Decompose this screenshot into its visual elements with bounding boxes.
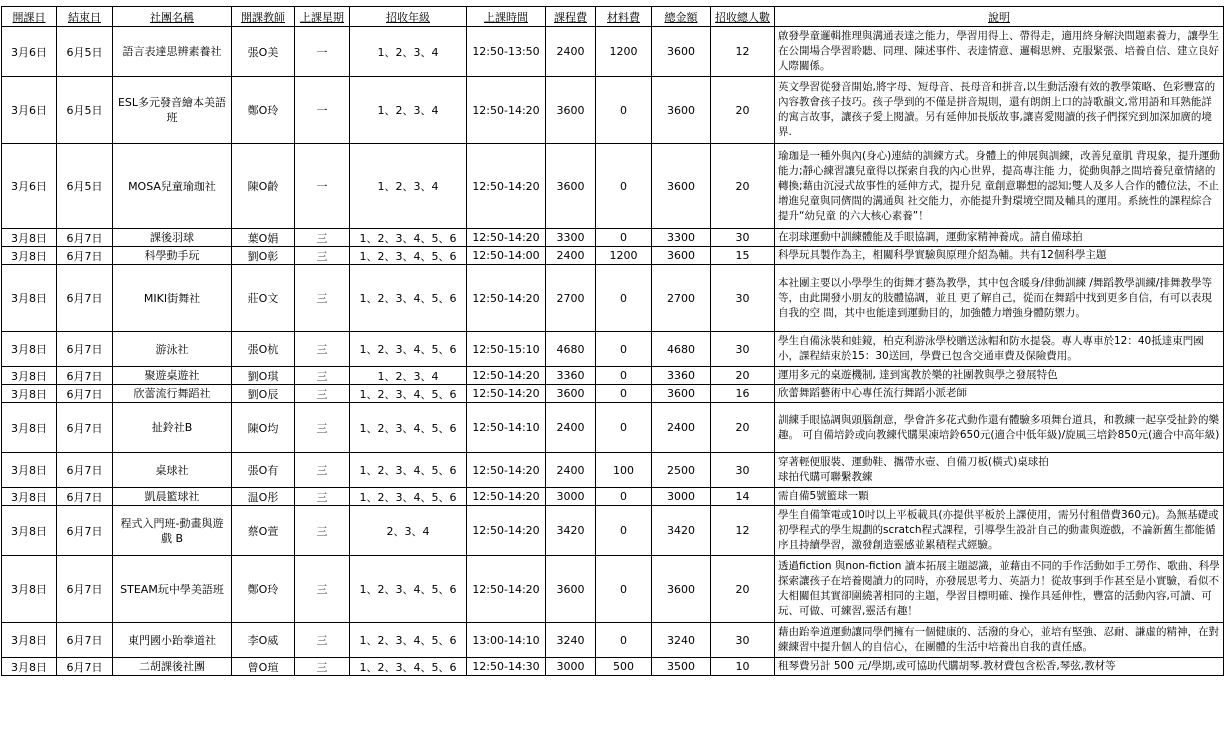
description-cell: 欣蕾舞蹈藝術中心專任流行舞蹈小派老師 <box>775 385 1224 403</box>
club-name-cell: 凱晨籃球社 <box>113 488 232 506</box>
club-name-cell: 扯鈴社B <box>113 403 232 453</box>
header-start-date: 開課日 <box>2 7 57 27</box>
start-date-cell: 3月8日 <box>2 385 57 403</box>
end-date-cell: 6月7日 <box>57 556 113 623</box>
weekday-cell: 三 <box>295 506 350 556</box>
weekday-cell: 三 <box>295 488 350 506</box>
end-date-cell: 6月7日 <box>57 488 113 506</box>
course-fee-cell: 3600 <box>546 385 596 403</box>
count-cell: 20 <box>711 556 775 623</box>
club-name-cell: 聚遊桌遊社 <box>113 367 232 385</box>
total-cell: 3500 <box>652 658 711 676</box>
header-end-date: 結束日 <box>57 7 113 27</box>
grades-cell: 1、2、3、4 <box>350 77 467 144</box>
start-date-cell: 3月8日 <box>2 556 57 623</box>
end-date-cell: 6月7日 <box>57 403 113 453</box>
weekday-cell: 三 <box>295 658 350 676</box>
header-total: 總金額 <box>652 7 711 27</box>
table-row <box>2 332 1224 367</box>
count-cell: 30 <box>711 623 775 658</box>
time-cell: 12:50-14:20 <box>467 506 546 556</box>
teacher-cell: 葉O娟 <box>232 229 295 247</box>
total-cell: 2700 <box>652 265 711 332</box>
weekday-cell: 三 <box>295 556 350 623</box>
start-date-cell: 3月6日 <box>2 77 57 144</box>
end-date-cell: 6月7日 <box>57 229 113 247</box>
time-cell: 13:00-14:10 <box>467 623 546 658</box>
material-fee-cell: 0 <box>596 77 652 144</box>
header-course-fee: 課程費 <box>546 7 596 27</box>
weekday-cell: 三 <box>295 367 350 385</box>
teacher-cell: 鄭O玲 <box>232 77 295 144</box>
material-fee-cell: 0 <box>596 506 652 556</box>
table-row <box>2 265 1224 332</box>
description-cell: 透過fiction 與non-fiction 讀本拓展主題認識，並藉由不同的手作活動如手工勞作、歌曲、科學探索讓孩子在培養閱讀力的同時，亦發展思考力、英語力！從故事到手作甚至是小實驗，看似不大相關但其實卻圍繞著相同的主題，學習目標明確、操作具延伸性，豐富的活動內容,可讀、可玩、可做、可練習,靈活有趣！ <box>775 556 1224 623</box>
grades-cell: 1、2、3、4、5、6 <box>350 332 467 367</box>
header-count: 招收總人數 <box>711 7 775 27</box>
total-cell: 3600 <box>652 556 711 623</box>
grades-cell: 1、2、3、4、5、6 <box>350 403 467 453</box>
teacher-cell: 張O杭 <box>232 332 295 367</box>
start-date-cell: 3月8日 <box>2 453 57 488</box>
table-row <box>2 77 1224 144</box>
end-date-cell: 6月7日 <box>57 658 113 676</box>
start-date-cell: 3月8日 <box>2 506 57 556</box>
table-row <box>2 367 1224 385</box>
count-cell: 30 <box>711 229 775 247</box>
course-fee-cell: 3300 <box>546 229 596 247</box>
club-schedule-table <box>1 6 1224 676</box>
weekday-cell: 一 <box>295 144 350 229</box>
course-fee-cell: 2400 <box>546 247 596 265</box>
material-fee-cell: 0 <box>596 488 652 506</box>
grades-cell: 1、2、3、4、5、6 <box>350 623 467 658</box>
weekday-cell: 三 <box>295 265 350 332</box>
teacher-cell: 陳O均 <box>232 403 295 453</box>
description-cell: 科學玩具製作為主，相關科學實驗與原理介紹為輔。共有12個科學主題 <box>775 247 1224 265</box>
material-fee-cell: 0 <box>596 229 652 247</box>
table-row <box>2 247 1224 265</box>
header-teacher: 開課教師 <box>232 7 295 27</box>
weekday-cell: 三 <box>295 623 350 658</box>
header-material-fee: 材料費 <box>596 7 652 27</box>
course-fee-cell: 3600 <box>546 556 596 623</box>
count-cell: 20 <box>711 144 775 229</box>
club-name-cell: 游泳社 <box>113 332 232 367</box>
club-name-cell: MIKI街舞社 <box>113 265 232 332</box>
teacher-cell: 劉O彰 <box>232 247 295 265</box>
total-cell: 3600 <box>652 247 711 265</box>
start-date-cell: 3月8日 <box>2 332 57 367</box>
end-date-cell: 6月7日 <box>57 385 113 403</box>
start-date-cell: 3月8日 <box>2 488 57 506</box>
course-fee-cell: 3600 <box>546 144 596 229</box>
course-fee-cell: 3240 <box>546 623 596 658</box>
description-cell: 在羽球運動中訓練體能及手眼協調，運動家精神養成。請自備球拍 <box>775 229 1224 247</box>
teacher-cell: 蔡O萱 <box>232 506 295 556</box>
end-date-cell: 6月5日 <box>57 27 113 77</box>
grades-cell: 1、2、3、4 <box>350 367 467 385</box>
description-cell: 瑜珈是一種外與內(身心)連結的訓練方式。身體上的伸展與訓練，改善兒童肌 背現象，提升運動能力;靜心練習讓兒童得以探索自我的內心世界，提高專注能 力，從動與靜之間培養兒童情緒的轉換;藉由沉浸式故事性的延伸方式，提升兒 童創意聯想的認知;雙人及多人合作的體位法，不止增進兒童與同儕間的溝通與 社交能力，亦能提升對環境空間及輔具的運用。系統性的課程綜合提升“幼兒童 的六大核心素養”！ <box>775 144 1224 229</box>
material-fee-cell: 0 <box>596 144 652 229</box>
total-cell: 2400 <box>652 403 711 453</box>
weekday-cell: 三 <box>295 403 350 453</box>
description-cell: 訓練手眼協調與頭腦創意，學會許多花式動作還有體驗多項舞台道具，和教練一起享受扯鈴的樂趣。 可自備培鈴或向教練代購果凍培鈴650元(適合中低年級)/旋風三培鈴850元(適合中高年級) <box>775 403 1224 453</box>
start-date-cell: 3月8日 <box>2 367 57 385</box>
description-cell: 學生自備泳裝和蛙鏡，柏克利游泳學校贈送泳帽和防水提袋。專人專車於12：40抵達東門國小，課程結束於15：30送回，學費已包含交通車費及保險費用。 <box>775 332 1224 367</box>
material-fee-cell: 500 <box>596 658 652 676</box>
description-cell: 本社團主要以小學學生的街舞才藝為教學，其中包含暖身/律動訓練 /舞蹈教學訓練/排舞教學等等，由此開發小朋友的肢體協調，並且 更了解自己，從而在舞蹈中找到更多自信，有可以表現自我的空 間，其中也能達到運動目的，加強體力增強身體防禦力。 <box>775 265 1224 332</box>
end-date-cell: 6月7日 <box>57 265 113 332</box>
count-cell: 30 <box>711 265 775 332</box>
count-cell: 15 <box>711 247 775 265</box>
time-cell: 12:50-14:20 <box>467 385 546 403</box>
description-cell: 藉由跆拳道運動讓同學們擁有一個健康的、活潑的身心，並培有堅強、忍耐、謙虛的精神，在對練練習中提升個人的自信心，在團體的生活中培養出自我的責任感。 <box>775 623 1224 658</box>
start-date-cell: 3月8日 <box>2 229 57 247</box>
total-cell: 3420 <box>652 506 711 556</box>
time-cell: 12:50-14:20 <box>467 77 546 144</box>
course-fee-cell: 3420 <box>546 506 596 556</box>
total-cell: 4680 <box>652 332 711 367</box>
total-cell: 2500 <box>652 453 711 488</box>
time-cell: 12:50-14:20 <box>467 229 546 247</box>
grades-cell: 1、2、3、4、5、6 <box>350 247 467 265</box>
table-row <box>2 453 1224 488</box>
grades-cell: 1、2、3、4、5、6 <box>350 265 467 332</box>
header-time: 上課時間 <box>467 7 546 27</box>
club-name-cell: 課後羽球 <box>113 229 232 247</box>
table-row <box>2 506 1224 556</box>
club-name-cell: 桌球社 <box>113 453 232 488</box>
material-fee-cell: 0 <box>596 385 652 403</box>
header-club-name: 社團名稱 <box>113 7 232 27</box>
club-name-cell: 東門國小跆拳道社 <box>113 623 232 658</box>
end-date-cell: 6月7日 <box>57 623 113 658</box>
start-date-cell: 3月6日 <box>2 27 57 77</box>
total-cell: 3600 <box>652 77 711 144</box>
end-date-cell: 6月7日 <box>57 453 113 488</box>
grades-cell: 1、2、3、4 <box>350 144 467 229</box>
material-fee-cell: 0 <box>596 403 652 453</box>
total-cell: 3360 <box>652 367 711 385</box>
weekday-cell: 一 <box>295 77 350 144</box>
header-row <box>2 7 1224 27</box>
count-cell: 14 <box>711 488 775 506</box>
course-fee-cell: 2400 <box>546 403 596 453</box>
weekday-cell: 三 <box>295 247 350 265</box>
count-cell: 10 <box>711 658 775 676</box>
total-cell: 3000 <box>652 488 711 506</box>
club-name-cell: 欣蕾流行舞蹈社 <box>113 385 232 403</box>
count-cell: 12 <box>711 27 775 77</box>
description-cell: 租琴費另計 500 元/學期,或可協助代購胡琴.教材費包含松香,琴弦,教材等 <box>775 658 1224 676</box>
header-description: 說明 <box>775 7 1224 27</box>
course-fee-cell: 2400 <box>546 453 596 488</box>
start-date-cell: 3月8日 <box>2 403 57 453</box>
time-cell: 12:50-14:20 <box>467 144 546 229</box>
header-grades: 招收年級 <box>350 7 467 27</box>
time-cell: 12:50-15:10 <box>467 332 546 367</box>
count-cell: 20 <box>711 403 775 453</box>
weekday-cell: 三 <box>295 332 350 367</box>
count-cell: 16 <box>711 385 775 403</box>
time-cell: 12:50-14:20 <box>467 488 546 506</box>
course-fee-cell: 3000 <box>546 658 596 676</box>
club-name-cell: 語言表達思辨素養社 <box>113 27 232 77</box>
teacher-cell: 張O美 <box>232 27 295 77</box>
description-cell: 學生自備筆電或10吋以上平板載具(亦提供平板於上課使用，需另付租借費360元)。為無基礎或初學程式的學生規劃的scratch程式課程，引導學生設計自己的動畫與遊戲，不論新舊生都能循序且持續學習，激發創造靈感並累積程式經驗。 <box>775 506 1224 556</box>
table-row <box>2 403 1224 453</box>
table-row <box>2 27 1224 77</box>
grades-cell: 1、2、3、4、5、6 <box>350 229 467 247</box>
table-row <box>2 385 1224 403</box>
total-cell: 3600 <box>652 144 711 229</box>
end-date-cell: 6月7日 <box>57 367 113 385</box>
time-cell: 12:50-14:10 <box>467 403 546 453</box>
grades-cell: 1、2、3、4、5、6 <box>350 658 467 676</box>
teacher-cell: 劉O琪 <box>232 367 295 385</box>
material-fee-cell: 0 <box>596 367 652 385</box>
total-cell: 3600 <box>652 385 711 403</box>
club-name-cell: 程式入門班-動畫與遊戲 B <box>113 506 232 556</box>
table-row <box>2 229 1224 247</box>
end-date-cell: 6月7日 <box>57 506 113 556</box>
count-cell: 20 <box>711 77 775 144</box>
description-cell: 英文學習從發音開始,將字母、短母音、長母音和拼音,以生動活潑有效的教學策略、色彩豐富的內容教會孩子技巧。孩子學到的不僅是拼音規則，還有朗朗上口的詩歌韻文,常用語和耳熟能詳的寓言故事，讓孩子愛上閱讀。另有延伸加長版故事,讓喜愛閱讀的孩子們探究到加深加廣的境界. <box>775 77 1224 144</box>
club-name-cell: STEAM玩中學美語班 <box>113 556 232 623</box>
grades-cell: 1、2、3、4、5、6 <box>350 453 467 488</box>
time-cell: 12:50-14:20 <box>467 265 546 332</box>
start-date-cell: 3月8日 <box>2 247 57 265</box>
end-date-cell: 6月5日 <box>57 144 113 229</box>
material-fee-cell: 100 <box>596 453 652 488</box>
start-date-cell: 3月6日 <box>2 144 57 229</box>
material-fee-cell: 0 <box>596 265 652 332</box>
material-fee-cell: 1200 <box>596 247 652 265</box>
table-row <box>2 658 1224 676</box>
time-cell: 12:50-14:00 <box>467 247 546 265</box>
time-cell: 12:50-13:50 <box>467 27 546 77</box>
start-date-cell: 3月8日 <box>2 265 57 332</box>
material-fee-cell: 1200 <box>596 27 652 77</box>
time-cell: 12:50-14:20 <box>467 367 546 385</box>
course-fee-cell: 2700 <box>546 265 596 332</box>
count-cell: 30 <box>711 332 775 367</box>
club-name-cell: 科學動手玩 <box>113 247 232 265</box>
teacher-cell: 李O威 <box>232 623 295 658</box>
grades-cell: 1、2、3、4 <box>350 27 467 77</box>
table-row <box>2 488 1224 506</box>
course-fee-cell: 3600 <box>546 77 596 144</box>
end-date-cell: 6月7日 <box>57 247 113 265</box>
description-cell: 需自備5號籃球一顆 <box>775 488 1224 506</box>
weekday-cell: 一 <box>295 27 350 77</box>
material-fee-cell: 0 <box>596 332 652 367</box>
weekday-cell: 三 <box>295 453 350 488</box>
weekday-cell: 三 <box>295 385 350 403</box>
material-fee-cell: 0 <box>596 623 652 658</box>
teacher-cell: 劉O辰 <box>232 385 295 403</box>
club-name-cell: 二胡課後社團 <box>113 658 232 676</box>
time-cell: 12:50-14:30 <box>467 658 546 676</box>
count-cell: 20 <box>711 367 775 385</box>
description-cell: 運用多元的桌遊機制, 達到寓教於樂的社團教與學之發展特色 <box>775 367 1224 385</box>
teacher-cell: 張O有 <box>232 453 295 488</box>
material-fee-cell: 0 <box>596 556 652 623</box>
header-weekday: 上課星期 <box>295 7 350 27</box>
weekday-cell: 三 <box>295 229 350 247</box>
club-name-cell: MOSA兒童瑜珈社 <box>113 144 232 229</box>
grades-cell: 1、2、3、4、5、6 <box>350 385 467 403</box>
teacher-cell: 鄭O玲 <box>232 556 295 623</box>
teacher-cell: 陳O齡 <box>232 144 295 229</box>
course-fee-cell: 4680 <box>546 332 596 367</box>
grades-cell: 2、3、4 <box>350 506 467 556</box>
total-cell: 3240 <box>652 623 711 658</box>
start-date-cell: 3月8日 <box>2 658 57 676</box>
end-date-cell: 6月7日 <box>57 332 113 367</box>
teacher-cell: 莊O文 <box>232 265 295 332</box>
time-cell: 12:50-14:20 <box>467 453 546 488</box>
start-date-cell: 3月8日 <box>2 623 57 658</box>
course-fee-cell: 3360 <box>546 367 596 385</box>
course-fee-cell: 3000 <box>546 488 596 506</box>
total-cell: 3600 <box>652 27 711 77</box>
end-date-cell: 6月5日 <box>57 77 113 144</box>
count-cell: 30 <box>711 453 775 488</box>
description-cell: 穿著輕便服裝、運動鞋、攜帶水壺、自備刀板(橫式)桌球拍 球拍代購可聯繫教練 <box>775 453 1224 488</box>
description-cell: 啟發學童邏輯推理與溝通表達之能力，學習用得上、帶得走，適用終身解決問題素養力，讓學生在公開場合學習聆聽、同理、陳述事件、表達情意、邏輯思辨、克服緊張、培養自信、建立良好人際關係。 <box>775 27 1224 77</box>
grades-cell: 1、2、3、4、5、6 <box>350 556 467 623</box>
time-cell: 12:50-14:20 <box>467 556 546 623</box>
teacher-cell: 曾O瑄 <box>232 658 295 676</box>
table-row <box>2 556 1224 623</box>
club-name-cell: ESL多元發音繪本美語班 <box>113 77 232 144</box>
table-row <box>2 623 1224 658</box>
teacher-cell: 温O彤 <box>232 488 295 506</box>
table-row <box>2 144 1224 229</box>
course-fee-cell: 2400 <box>546 27 596 77</box>
total-cell: 3300 <box>652 229 711 247</box>
count-cell: 12 <box>711 506 775 556</box>
grades-cell: 1、2、3、4、5、6 <box>350 488 467 506</box>
